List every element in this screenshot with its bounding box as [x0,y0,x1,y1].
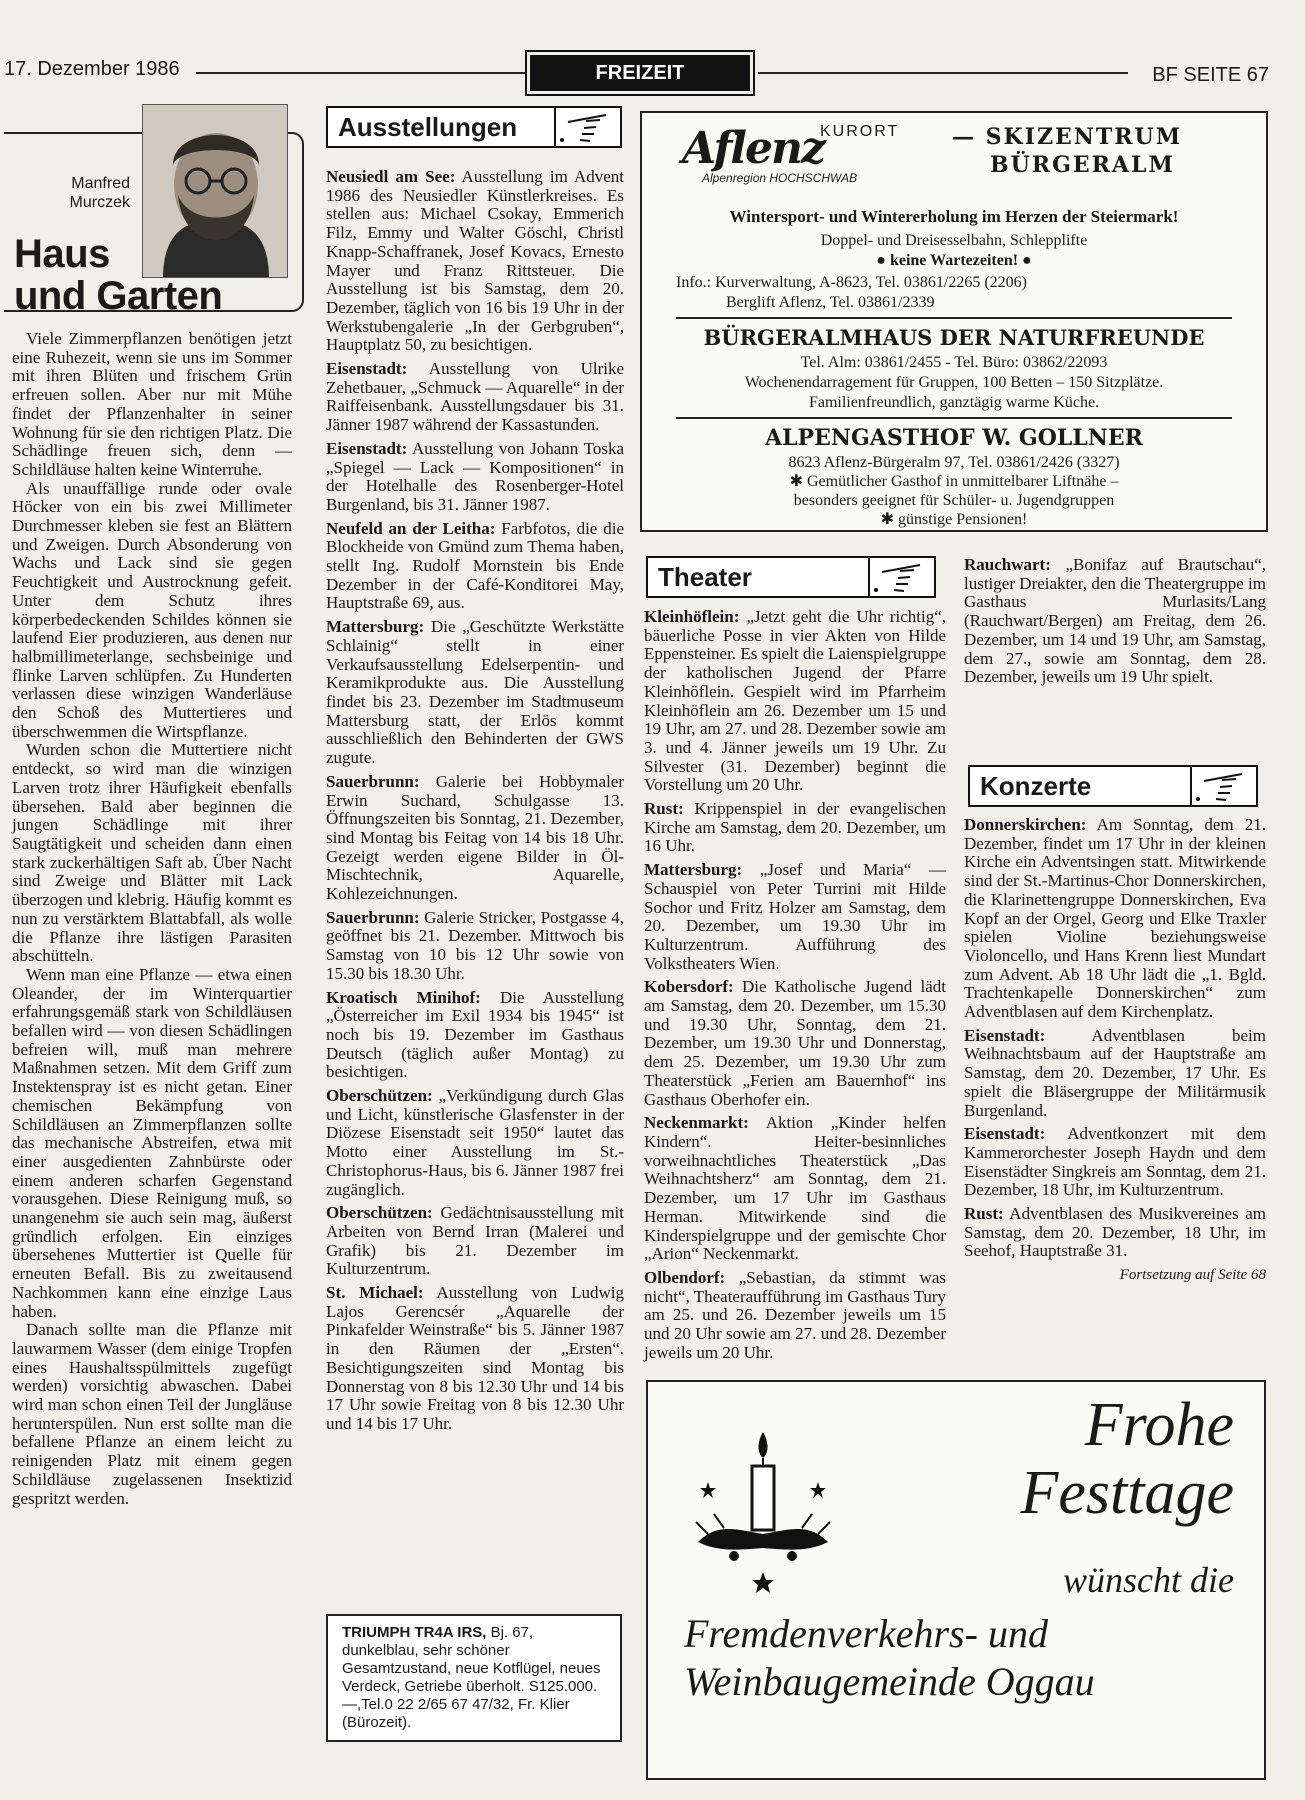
aflenz-logo [682,119,912,189]
section-header-theater [646,556,936,598]
list-item: Rust: Krippenspiel in der evangelischen Kirche am Samstag, dem 20. Dezember, um 16 Uhr. [644,799,946,856]
list-item: Oberschützen: „Verkündigung durch Glas und Licht, künstlerische Glasfenster in der Diözese Eisenstadt seit 1950“ lautet das Motto einer Ausstellung im St.-Christophorus-Haus, bis 6. Jänner 1987 frei zugänglich. [326,1086,624,1199]
pointing-hand-icon [880,562,926,594]
continuation-note: Fortsetzung auf Seite 68 [1119,1267,1266,1284]
author-first-name: Manfred [71,175,130,192]
article-body [12,330,292,1508]
issue-date: 17. Dezember 1986 [4,58,180,80]
article-paragraph: Wurden schon die Muttertiere nicht entdeckt, so wird man die winzigen Larven trotz ihrer Häufigkeit ebenfalls übersehen. Bald aber beginnen die jungen Schädlinge mit ihrer Saugtätigkeit und scheiden dann einen stark zuckerhältigen Saft ab. Über Nacht sind Zweige und Blätter mit Lack überzogen und klebrig. Häufig kommt es nun zu verstärktem Blattabfall, als wolle die Pflanze ihre lästigen Parasiten abschütteln. [12,740,292,966]
list-item: Sauerbrunn: Galerie Stricker, Postgasse 4, geöffnet bis 21. Dezember. Mittwoch bis Samstag von 10 bis 12 Uhr sowie von 15.30 bis 18.30 Uhr. [326,907,624,983]
list-item: Neufeld an der Leitha: Farbfotos, die die Blockheide von Gmünd zum Thema haben, stellt Ing. Rudolf Mornstein bis Ende Dezember in der Café-Konditorei May, Hauptstraße 69, aus. [326,518,624,613]
aflenz-lifts: Doppel- und Dreisesselbahn, Schlepplifte ● keine Wartezeiten! ● [820,232,1088,269]
list-item: Mattersburg: „Josef und Maria“ — Schauspiel von Peter Turrini mit Hilde Sochor und Fritz Holzer am Samstag, dem 20. Dezember, um 19.30 Uhr im Kulturzentrum. Aufführung des Volkstheaters Wien. [644,860,946,973]
classified-title: TRIUMPH TR4A IRS, [342,1624,487,1641]
list-item: Sauerbrunn: Galerie bei Hobbymaler Erwin Suchard, Schulgasse 13. Öffnungszeiten bis Sonntag, 21. Dezember, sind Montag bis Feitag von 14 bis 18 Uhr. Gezeigt werden eigene Bilder in Öl-Mischtechnik, Aquarelle, Kohlezeichnungen. [326,771,624,904]
candle-wreath-icon [688,1422,838,1602]
list-item: Neckenmarkt: Aktion „Kinder helfen Kindern“. Heiter-besinnliches vorweihnachtliches Theaterstück „Das Weihnachtsherz“ am Sonntag, dem 21. Dezember, um 17 Uhr im Gasthaus Herman. Mitwirkende sind die Kinderspielgruppe und der gemischte Chor „Arion“ Neckenmarkt. [644,1113,946,1264]
article-paragraph: Als unauffällige runde oder ovale Höcker von ein bis zwei Millimeter Durchmesser kleben sie fest an Blättern und Zweigen. Durch Absonderung von Wachs und Lack sind sie gegen Feuchtigkeit und Austrocknung gefeit. Unter dem Schutz ihres körperbedeckenden Schildes können sie laufend Eier produzieren, aus denen nur halbmillimeterlange, sechsbeinige und flinke Larven schlüpfen. Zu Hunderten verlassen diese winzigen Wanderläuse den Schoß des Muttertieres und überschwemmen die Wirtspflanze. [12,478,292,741]
section-header-ausstellungen [326,106,622,148]
aflenz-headline: Wintersport- und Wintererholung im Herzen der Steiermark! [729,207,1179,226]
kurort-label: KURORT [820,123,900,140]
divider [676,317,1232,319]
list-item: Kleinhöflein: „Jetzt geht die Uhr richtig“, bäuerliche Posse in vier Akten von Hilde Eppensteiner. Es spielt die Laienspielgruppe der katholischen Jugend der Pfarre Kleinhöflein. Gespielt wird im Pfarrheim Kleinhöflein am 26. Dezember um 15 und 19 Uhr, am 27. und 28. Dezember sowie am 3. und 4. Jänner jeweils um 19 Uhr. Zu Silvester (31. Dezember) beginnt die Vorstellung um 20 Uhr. [644,607,946,795]
header-rule-right [758,72,1128,74]
list-item: Neusiedl am See: Ausstellung im Advent 1986 des Neusiedler Künstlerkreises. Es stellen aus: Michael Csokay, Emmerich Filz, Emmy und Walter Göschl, Christl Knapp-Schaffranek, Josef Kovacs, Ernesto Mayer und Franz Rittsteuer. Die Ausstellung ist bis Samstag, dem 20. Dezember, täglich von 16 bis 19 Uhr in der Werkstubengalerie „In der Gerbgruben“, Hauptplatz 50, zu besichtigen. [326,167,624,355]
list-item: Kobersdorf: Die Katholische Jugend lädt am Samstag, dem 20. Dezember, um 15.30 und 19.30 Uhr, Sonntag, dem 21. Dezember, um 19.30 Uhr und Donnerstag, dem 25. Dezember, um 19.30 Uhr zum Theaterstück „Ferien am Bauernhof“ ins Gasthaus Oberhofer ein. [644,977,946,1109]
dot-icon [1196,797,1200,801]
naturfreunde-details: Tel. Alm: 03861/2455 - Tel. Büro: 03862/22093 Wochenendarragement für Gruppen, 100 Betten – 150 Sitzplätze. Familienfreundlich, ganztägig warme Küche. [744,354,1164,411]
aflenz-wordmark: Aflenz [682,123,824,174]
dot-icon [874,588,878,592]
gollner-details: 8623 Aflenz-Bürgeralm 97, Tel. 03861/2426 (3327) ✱ Gemütlicher Gasthof in unmittelbarer Liftnähe – besonders geeignet für Schüler- u. Jugendgruppen ✱ günstige Pensionen! [788,454,1120,528]
article-paragraph: Viele Zimmerpflanzen benötigen jetzt eine Ruhezeit, wenn sie uns im Sommer mit ihren Blüten und frischem Grün erfreuen sollen. Aber nur mit Mühe findet der Pflanzenhalter in seiner Wohnung für sie den richtigen Platz. Die Schädlinge freuen sich, denn — Schildläuse halten keine Winterruhe. [12,329,292,479]
rubric-label: FREIZEIT [530,55,750,91]
title-line-1: Haus [14,232,110,276]
list-item: Mattersburg: Die „Geschützte Werkstätte Schlainig“ stellt in einer Verkaufsausstellung Edelserpentin- und Keramikprodukte aus. Die Ausstellung findet bis 23. Dezember im Stadtmuseum Mattersburg statt, der Erlös kommt ausschließlich den Behinderten der GWS zugute. [326,617,624,768]
list-item: Rust: Adventblasen des Musikvereines am Samstag, dem 20. Dezember, 18 Uhr, im Seehof, Hauptstraße 31. [964,1204,1266,1261]
greeting-line-4: Fremdenverkehrs- und [684,1611,1048,1656]
list-item: Oberschützen: Gedächtnisausstellung mit Arbeiten von Bernd Irran (Malerei und Grafik) bis 21. Dezember im Kulturzentrum. [326,1203,624,1279]
region-label: Alpenregion HOCHSCHWAB [702,171,858,185]
naturfreunde-title: BÜRGERALMHAUS DER NATURFREUNDE [703,325,1205,350]
greeting-line-5: Weinbaugemeinde Oggau [684,1659,1095,1704]
list-item: Olbendorf: „Sebastian, da stimmt was nicht“, Theateraufführung im Gasthaus Tury am 25. und 26. Dezember jeweils um 15 und 20 Uhr sowie am 27. und 28. Dezember jeweils um 20 Uhr. [644,1267,947,1362]
pointing-hand-icon [1202,771,1248,803]
title-line-2: und Garten [14,274,223,318]
author-last-name: Murczek [69,194,130,211]
list-item: Kroatisch Minihof: Die Ausstellung „Österreicher im Exil 1934 bis 1945“ ist noch bis 19. Dezember im Gasthaus Deutsch (täglich außer Montag) zu besichtigen. [326,987,624,1082]
oggau-advertisement [646,1380,1266,1780]
greeting-line-2: Festtage [1020,1459,1234,1527]
ausstellungen-list [326,168,624,1439]
list-item: Eisenstadt: Ausstellung von Johann Toska „Spiegel — Lack — Kompositionen“ in der Hotelhalle des Rosenberger-Hotel Burgenland, bis 31. Jänner 1987. [326,438,624,514]
greeting-line-1: Frohe [1084,1391,1234,1459]
header-rule-left [196,72,526,74]
list-item: Eisenstadt: Adventblasen beim Weihnachtsbaum auf der Hauptstraße am Samstag, dem 20. Dezember, 17 Uhr. Es spielt die Bläsergruppe der Militärmusik Burgenland. [964,1025,1266,1120]
author-name [40,174,130,212]
list-item: Eisenstadt: Ausstellung von Ulrike Zehetbauer, „Schmuck — Aquarelle“ in der Raiffeisenbank. Ausstellungsdauer bis 31. Jänner 1987 während der Kassastunden. [326,359,624,435]
aflenz-info: Info.: Kurverwaltung, A-8623, Tel. 03861/2265 (2206) Berglift Aflenz, Tel. 03861/2339 [676,274,1027,311]
aflenz-advertisement [640,111,1268,532]
page-number: BF SEITE 67 [1152,64,1269,86]
list-item: St. Michael: Ausstellung von Ludwig Lajos Gerencsér „Aquarelle der Pinkafelder Weinstraße“ bis 5. Jänner 1987 in den Räumen der „Ersten“. Besichtigungszeiten sind Montag bis Donnerstag von 8 bis 12.30 Uhr und 14 bis 17 Uhr sowie Freitag von 8 bis 12.30 Uhr und 14 bis 17 Uhr. [326,1283,624,1433]
section-title: Konzerte [980,771,1092,801]
theater-list [644,608,946,1367]
section-title: Ausstellungen [338,112,518,142]
divider [676,417,1232,419]
classified-ad [326,1614,622,1742]
greeting-line-3: wünscht die [1063,1560,1234,1600]
gollner-title: ALPENGASTHOF W. GOLLNER [765,425,1143,451]
classified-text: Bj. 67, dunkelblau, sehr schöner Gesamtzustand, neue Kotflügel, neues Verdeck, Getriebe überholt. S125.000.—,Tel.0 22 2/65 67 47/32, Fr. Klier (Bürozeit). [342,1624,601,1731]
pointing-hand-icon [566,112,612,144]
dot-icon [560,138,564,142]
list-item: Rauchwart: „Bonifaz auf Brautschau“, lustiger Dreiakter, den die Theatergruppe im Gasthaus Murlasits/Lang (Rauchwart/Bergen) am Freitag, dem 26. Dezember, um 14 und 19 Uhr, am Samstag, dem 27., sowie am Sonntag, dem 28. Dezember, jeweils um 19 Uhr spielt. [964,555,1266,687]
article-title [14,233,304,317]
list-item: Eisenstadt: Adventkonzert mit dem Kammerorchester Joseph Haydn und dem Eisenstädter Singkreis am Sonntag, dem 21. Dezember, 18 Uhr, im Kulturzentrum. [964,1124,1266,1200]
konzerte-list [964,816,1266,1285]
theater-list-continued [964,556,1266,692]
divider [1190,767,1192,805]
divider [868,558,870,596]
article-paragraph: Danach sollte man die Pflanze mit lauwarmem Wasser (dem einige Tropfen eines Haushaltsspülmittels zugefügt werden) vorsichtig abwaschen. Dabei wird man schon einen Teil der Jungläuse herunterspülen. Nun erst sollte man die befallene Pflanze an einem leicht zu reinigenden Platz mit einem gegen Schildläuse zugelassenen Insektizid gespritzt werden. [12,1320,292,1508]
skizentrum-title: — SKIZENTRUM BÜRGERALM [952,124,1183,178]
divider [554,108,556,146]
article-paragraph: Wenn man eine Pflanze — etwa einen Oleander, der im Winterquartier erfahrungsgemäß stark von Schildläusen befallen wird — von diesen Schädlingen befreien will, muß man mehrere Maßnahmen setzen. Mit dem Griff zum Instektenspray ist es nicht getan. Einer chemischen Bekämpfung von Schildläusen an Zimmerpflanzen sollte das mechanische Abstreifen, etwa mit einer ausgedienten Zahnbürste oder einem anderen scharfen Gegenstand vorausgehen. Diese Reinigung muß, so unangenehm sie auch sein mag, äußerst gründlich erfolgen. Ein einziges übersehenes Muttertier ist Quelle für erneuten Befall. Bis zu zweitausend Nachkommen kann eine einzige Laus haben. [12,964,292,1321]
list-item: Donnerskirchen: Am Sonntag, dem 21. Dezember, findet um 17 Uhr in der kleinen Kirche ein Adventsingen statt. Mitwirkende sind der St.-Martinus-Chor Donnerskirchen, die Klarinettengruppe Donnerskirchen, Eva Kopf an der Orgel, Georg und Elke Traxler spielen Violine beziehungsweise Violoncello, und Hans Krenn liest Mundart zum Advent. Ab 18 Uhr lädt die „1. Bgld. Trachtenkapelle Donnerskirchen“ zum Adventblasen auf dem Kirchenplatz. [964,815,1266,1022]
section-header-konzerte [968,765,1258,807]
section-title: Theater [658,562,752,592]
